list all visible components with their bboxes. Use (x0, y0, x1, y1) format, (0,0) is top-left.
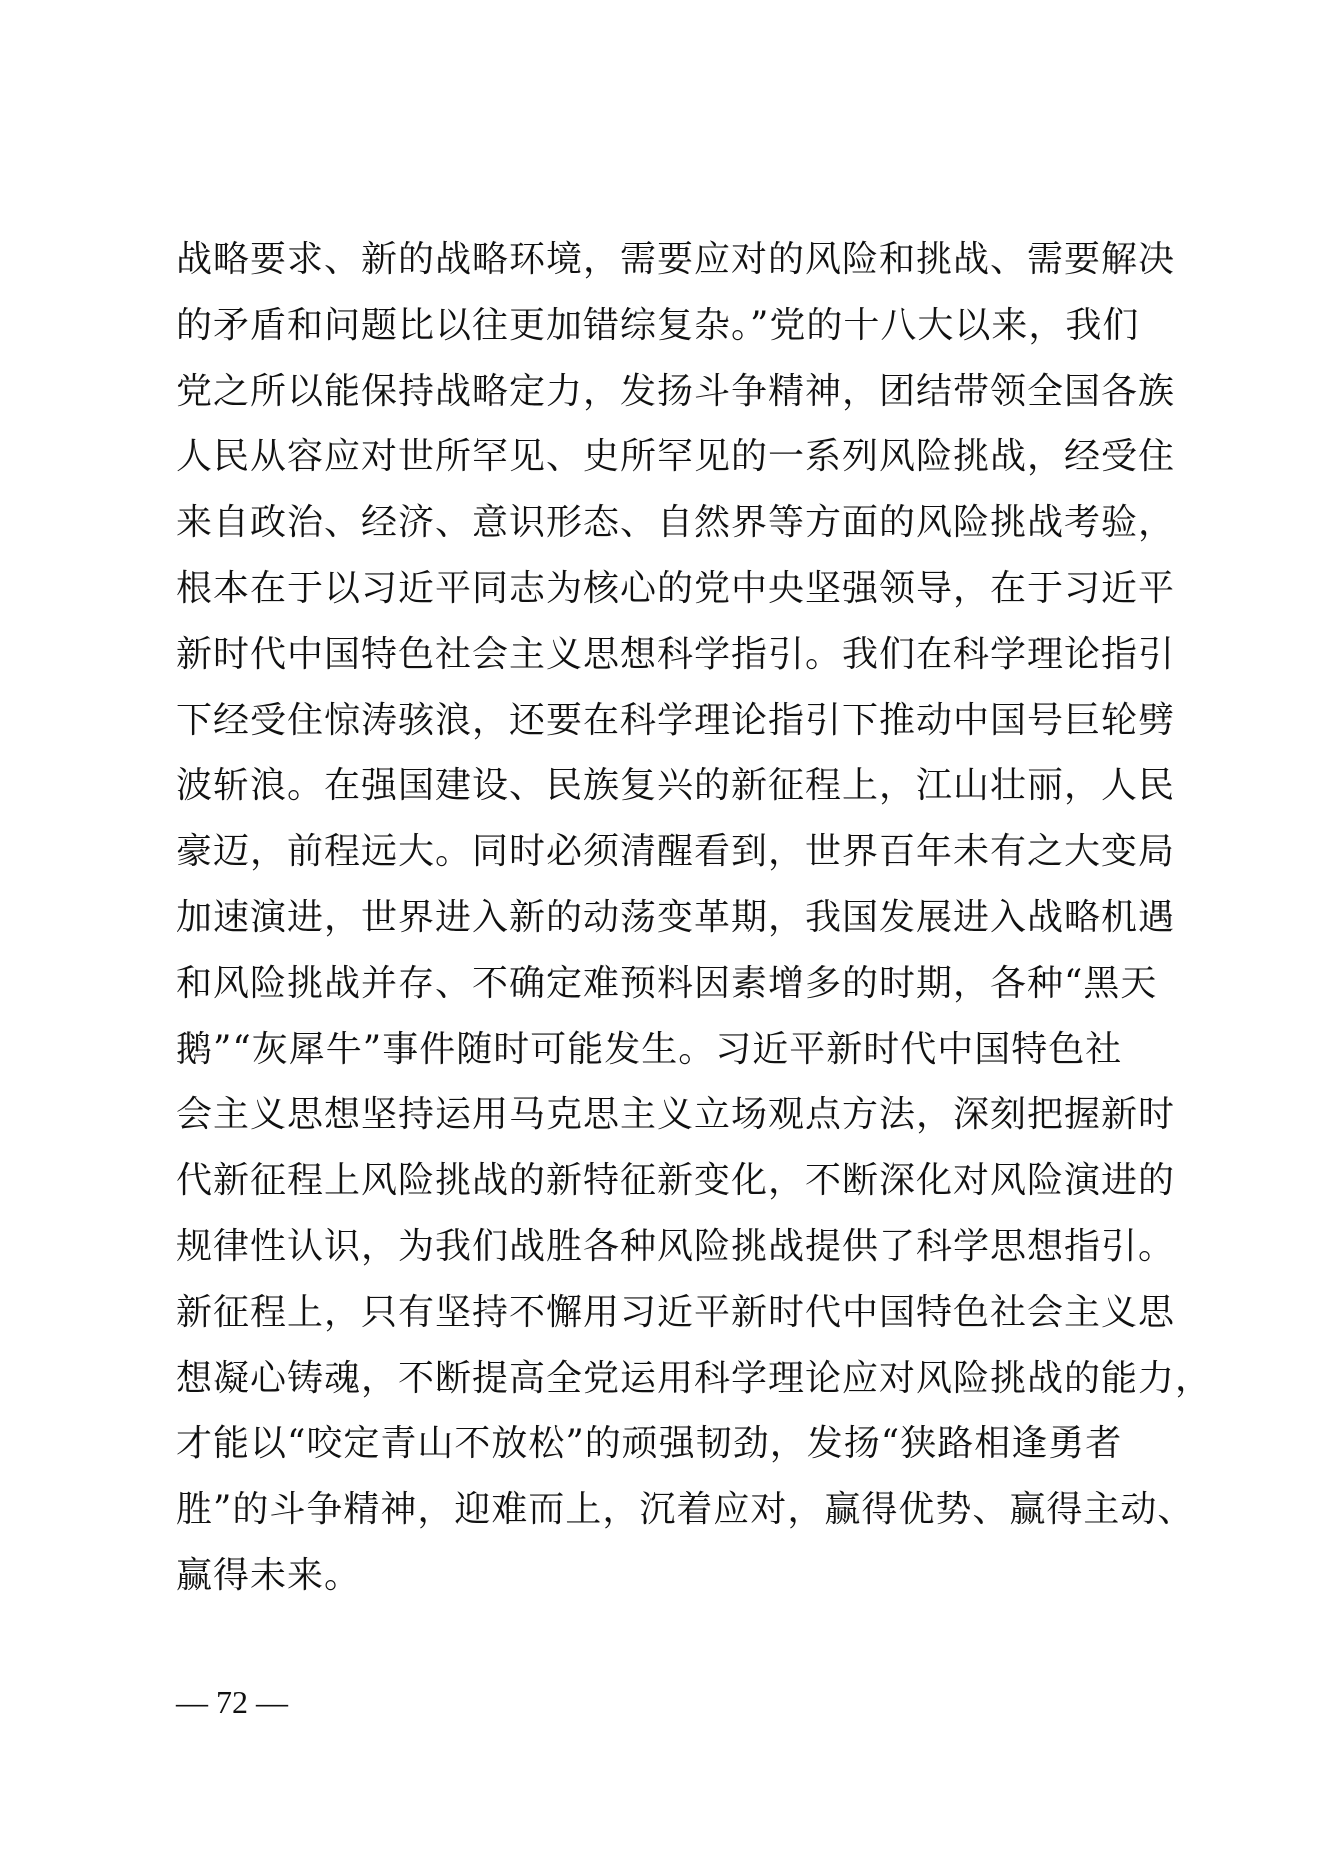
text-line: 党之所以能保持战略定力，发扬斗争精神，团结带领全国各族 (176, 370, 1176, 412)
text-line: 赢得未来。 (176, 1554, 362, 1596)
text-line: 人民从容应对世所罕见、史所罕见的一系列风险挑战，经受住 (176, 436, 1176, 478)
text-line: 新征程上，只有坚持不懈用习近平新时代中国特色社会主义思 (176, 1291, 1176, 1333)
text-line: 加速演进，世界进入新的动荡变革期，我国发展进入战略机遇 (176, 896, 1176, 938)
text-line: 根本在于以习近平同志为核心的党中央坚强领导，在于习近平 (176, 567, 1176, 609)
page-number: — 72 — (176, 1684, 288, 1720)
text-line: 会主义思想坚持运用马克思主义立场观点方法，深刻把握新时 (176, 1094, 1176, 1136)
text-line: 豪迈，前程远大。同时必须清醒看到，世界百年未有之大变局 (176, 831, 1176, 873)
text-line: 鹅”“灰犀牛”事件随时可能发生。习近平新时代中国特色社 (176, 1028, 1123, 1070)
text-line: 新时代中国特色社会主义思想科学指引。我们在科学理论指引 (176, 633, 1176, 675)
text-line: 波斩浪。在强国建设、民族复兴的新征程上，江山壮丽，人民 (176, 765, 1176, 807)
text-line: 和风险挑战并存、不确定难预料因素增多的时期，各种“黑天 (176, 962, 1158, 1004)
text-line: 来自政治、经济、意识形态、自然界等方面的风险挑战考验， (176, 502, 1176, 544)
body-paragraph (176, 227, 1213, 1609)
text-line: 规律性认识，为我们战胜各种风险挑战提供了科学思想指引。 (176, 1225, 1176, 1267)
text-line: 想凝心铸魂，不断提高全党运用科学理论应对风险挑战的能力， (176, 1357, 1213, 1399)
text-line: 才能以“咬定青山不放松”的顽强韧劲，发扬“狭路相逢勇者 (176, 1423, 1123, 1465)
text-line: 胜”的斗争精神，迎难而上，沉着应对，赢得优势、赢得主动、 (176, 1489, 1195, 1531)
text-line: 战略要求、新的战略环境，需要应对的风险和挑战、需要解决 (176, 239, 1176, 280)
text-line: 下经受住惊涛骇浪，还要在科学理论指引下推动中国号巨轮劈 (176, 699, 1176, 741)
text-line: 的矛盾和问题比以往更加错综复杂。”党的十八大以来，我们 (176, 304, 1140, 346)
text-line: 代新征程上风险挑战的新特征新变化，不断深化对风险演进的 (176, 1160, 1176, 1202)
